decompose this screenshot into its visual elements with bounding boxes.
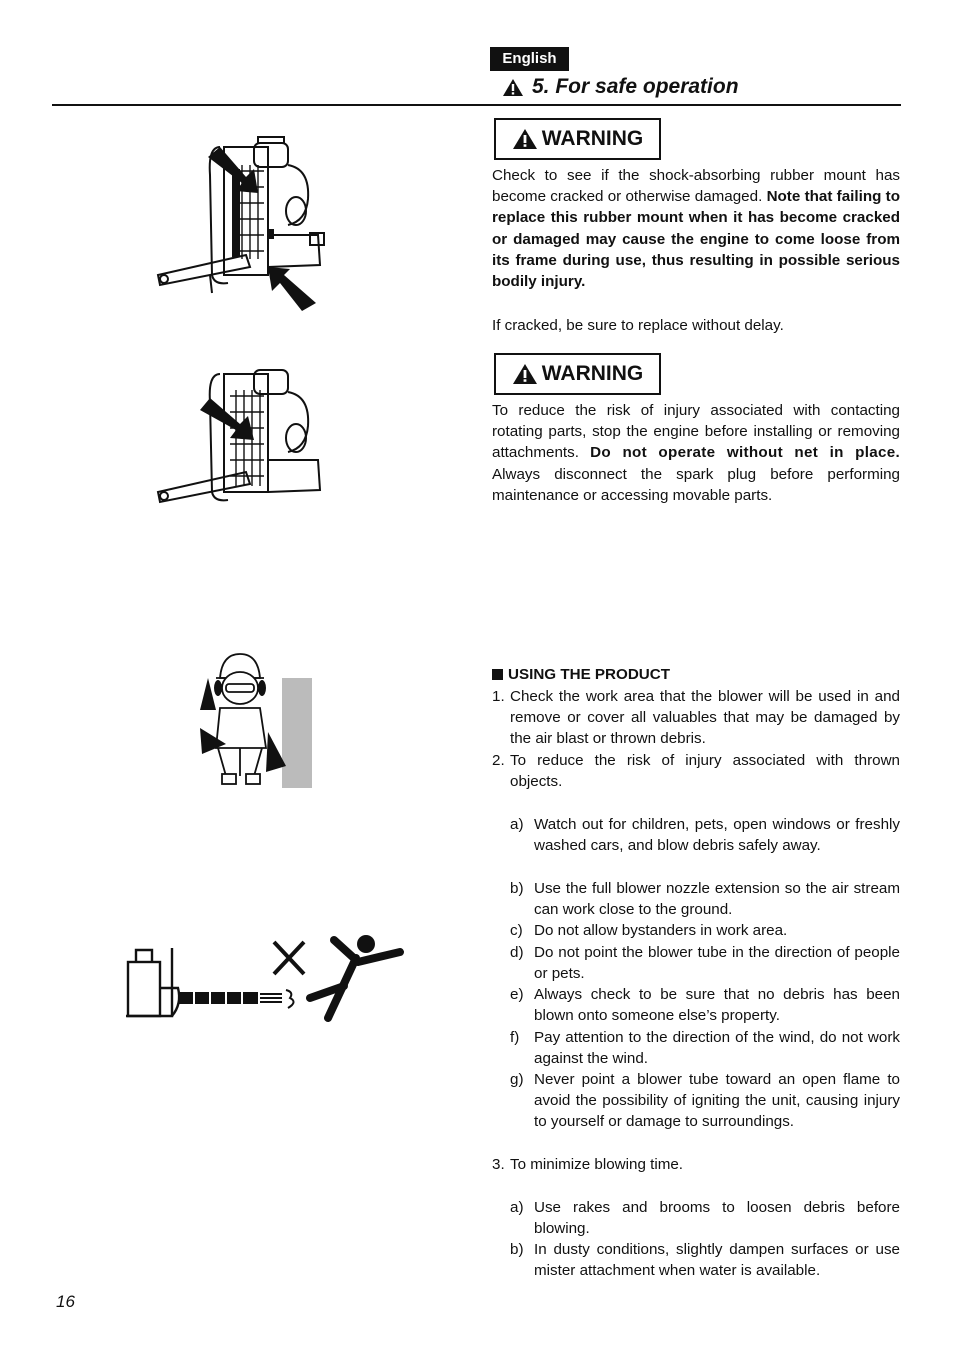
blower-rubber-mount-illustration bbox=[150, 135, 335, 315]
sub-list-item: b) In dusty conditions, slightly dampen surfaces or use mister attachment when water is available. bbox=[510, 1241, 900, 1280]
square-bullet-icon bbox=[492, 669, 503, 680]
warning-label-2: WARNING bbox=[494, 353, 661, 395]
warning-2-text: To reduce the risk of injury associated with contacting rotating parts, stop the engine before installing or removing attachments. Do not operate without net in place. Always disconnect the spark plug before performing maintenance or accessing movable parts. bbox=[492, 402, 900, 504]
section-title-text: 5. For safe operation bbox=[532, 75, 739, 98]
sub-list-item: a) Use rakes and brooms to loosen debris before blowing. bbox=[510, 1199, 900, 1238]
warning-triangle-icon bbox=[502, 78, 524, 97]
warning-label-1: WARNING bbox=[494, 118, 661, 160]
sub-list-item: a) Watch out for children, pets, open windows or freshly washed cars, and blow debris safely away. bbox=[510, 816, 900, 855]
operator-ppe-illustration bbox=[196, 648, 316, 793]
blower-net-illustration bbox=[150, 368, 335, 518]
warning-1-text: Check to see if the shock-absorbing rubber mount has become cracked or otherwise damaged. Note that failing to replace this rubber mount when it has become cracked or damaged may cause the engine to come loose from its frame during use, thus resulting in possible serious bodily injury. bbox=[492, 167, 900, 291]
sub-list-item: c) Do not allow bystanders in work area. bbox=[510, 922, 788, 939]
page-number: 16 bbox=[56, 1292, 75, 1311]
header-rule bbox=[52, 104, 901, 106]
warning-triangle-icon bbox=[512, 128, 538, 150]
language-tab: English bbox=[490, 47, 569, 71]
do-not-point-at-people-illustration bbox=[122, 932, 408, 1024]
using-product-heading: USING THE PRODUCT bbox=[492, 666, 670, 683]
list-item: 2. To reduce the risk of injury associated with thrown objects. bbox=[492, 752, 900, 791]
warning-triangle-icon bbox=[512, 363, 538, 385]
list-item: 3. To minimize blowing time. bbox=[492, 1156, 684, 1173]
sub-list-item: d) Do not point the blower tube in the direction of people or pets. bbox=[510, 944, 900, 983]
sub-list-item: g) Never point a blower tube toward an open flame to avoid the possibility of igniting the unit, causing injury to yourself or damage to surroundings. bbox=[510, 1071, 900, 1131]
sub-list-item: e) Always check to be sure that no debris has been blown onto someone else’s property. bbox=[510, 986, 900, 1025]
warning-1-followup: If cracked, be sure to replace without delay. bbox=[492, 317, 784, 334]
sub-list-item: f) Pay attention to the direction of the wind, do not work against the wind. bbox=[510, 1029, 900, 1068]
section-title bbox=[502, 75, 739, 99]
sub-list-item: b) Use the full blower nozzle extension so the air stream can work close to the ground. bbox=[510, 880, 900, 919]
list-item: 1. Check the work area that the blower will be used in and remove or cover all valuables that may be damaged by the air blast or thrown debris. bbox=[492, 688, 900, 748]
